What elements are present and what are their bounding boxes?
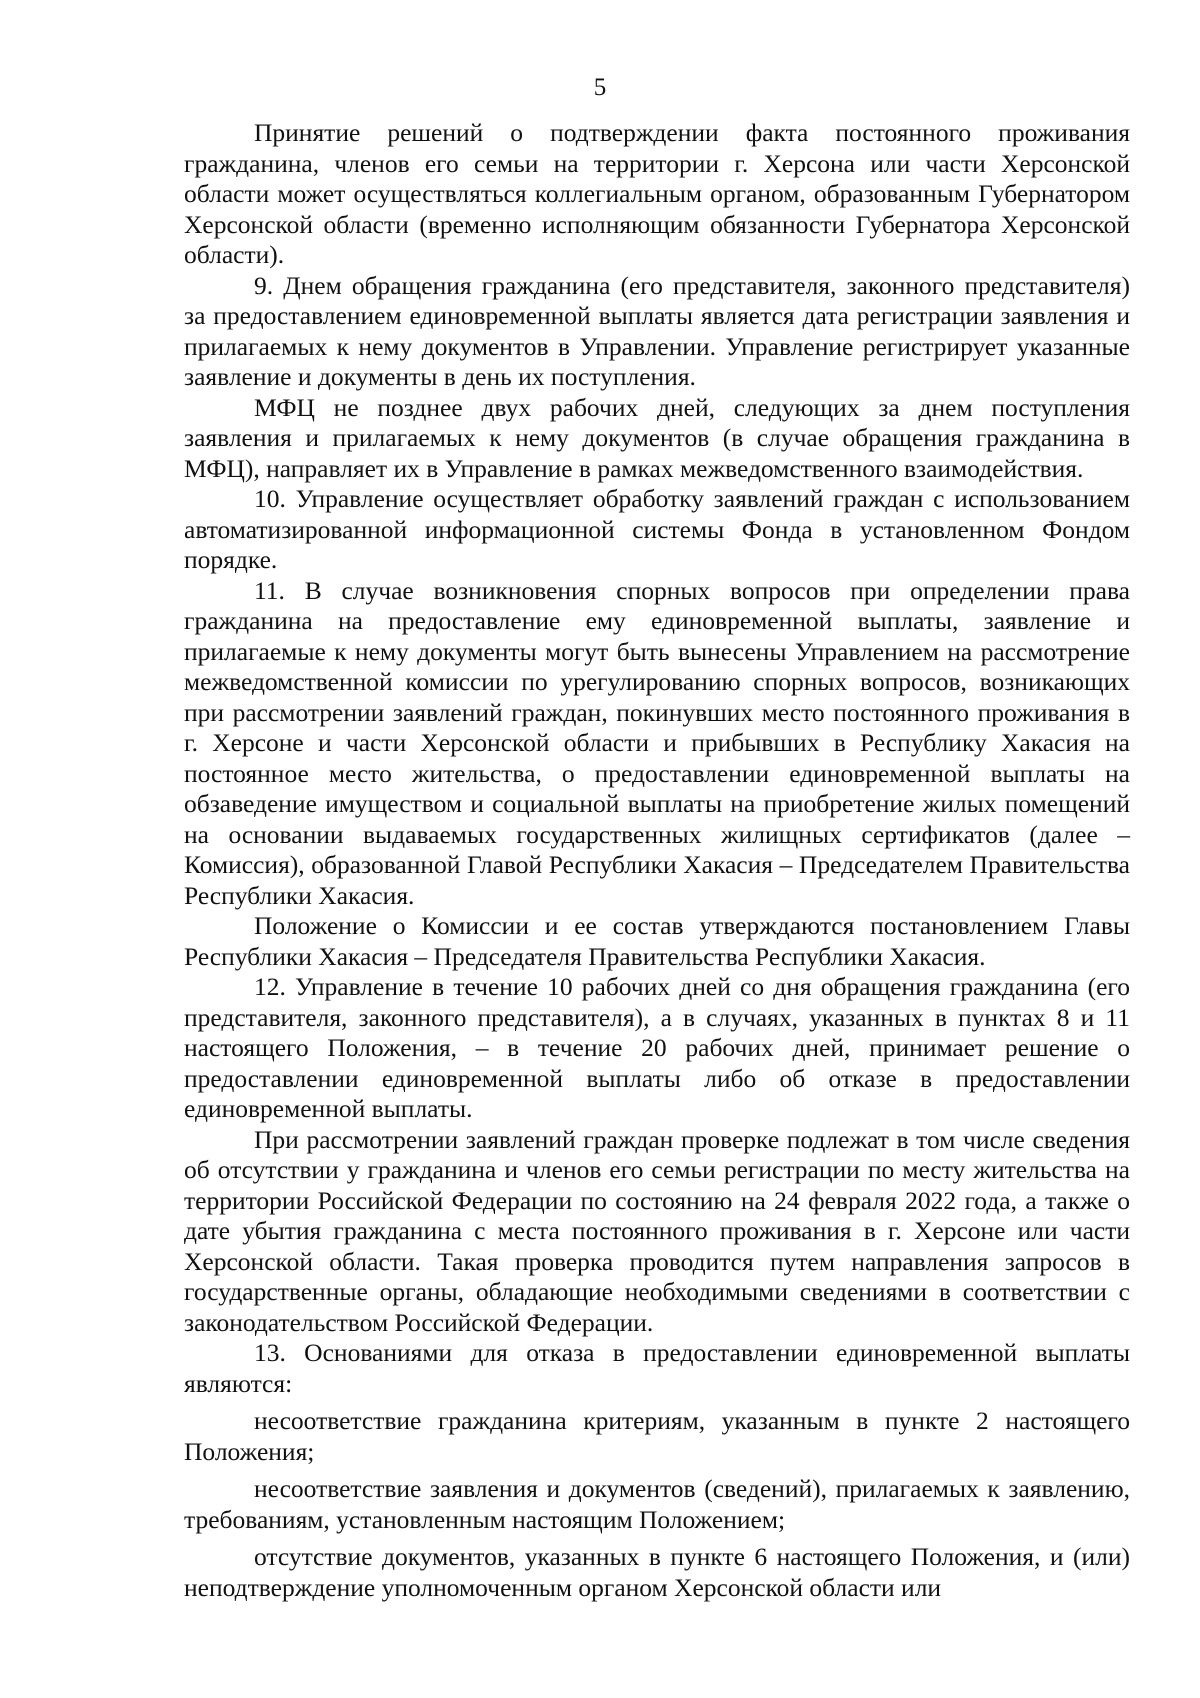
- refusal-ground-requirements: несоответствие заявления и документов (сведений), прилагаемых к заявлению, требованиям, установленным настоящим Положением;: [184, 1474, 1130, 1534]
- paragraph-verification: При рассмотрении заявлений граждан проверке подлежат в том числе сведения об отсутствии у гражданина и членов его семьи регистрации по месту жительства на территории Российской Федерации по состоянию на 24 февраля 2022 года, а также о дате убытия гражданина с места постоянного проживания в г. Херсоне или части Херсонской области. Такая проверка проводится путем направления запросов в государственные органы, обладающие необходимыми сведениями в соответствии с законодательством Российской Федерации.: [184, 1124, 1130, 1337]
- paragraph-13-refusal-grounds: 13. Основаниями для отказа в предоставлении единовременной выплаты являются:: [184, 1338, 1130, 1398]
- refusal-ground-missing-documents: отсутствие документов, указанных в пункте 6 настоящего Положения, и (или) неподтверждение уполномоченным органом Херсонской области или: [184, 1542, 1130, 1602]
- paragraph-mfc-transfer: МФЦ не позднее двух рабочих дней, следующих за днем поступления заявления и прилагаемых к нему документов (в случае обращения гражданина в МФЦ), направляет их в Управление в рамках межведомственного взаимодействия.: [184, 392, 1130, 483]
- refusal-ground-criteria: несоответствие гражданина критериям, указанным в пункте 2 настоящего Положения;: [184, 1406, 1130, 1466]
- paragraph-10-processing: 10. Управление осуществляет обработку заявлений граждан с использованием автоматизированной информационной системы Фонда в установленном Фондом порядке.: [184, 484, 1130, 574]
- paragraph-12-decision-terms: 12. Управление в течение 10 рабочих дней со дня обращения гражданина (его представителя, законного представителя), а в случаях, указанных в пунктах 8 и 11 настоящего Положения, – в течение 20 рабочих дней, принимает решение о предоставлении единовременной выплаты либо об отказе в предоставлении единовременной выплаты.: [184, 972, 1130, 1123]
- document-body: [184, 118, 1130, 1603]
- paragraph-commission-regulation: Положение о Комиссии и ее состав утверждаются постановлением Главы Республики Хакасия – Председателя Правительства Республики Хакасия.: [184, 911, 1130, 971]
- paragraph-11-disputes-commission: 11. В случае возникновения спорных вопросов при определении права гражданина на предоставление ему единовременной выплаты, заявление и прилагаемые к нему документы могут быть вынесены Управлением на рассмотрение межведомственной комиссии по урегулированию спорных вопросов, возникающих при рассмотрении заявлений граждан, покинувших место постоянного проживания в г. Херсоне и части Херсонской области и прибывших в Республику Хакасия на постоянное место жительства, о предоставлении единовременной выплаты на обзаведение имуществом и социальной выплаты на приобретение жилых помещений на основании выдаваемых государственных жилищных сертификатов (далее – Комиссия), образованной Главой Республики Хакасия – Председателем Правительства Республики Хакасия.: [184, 575, 1130, 910]
- paragraph-decision-kherson-residence: Принятие решений о подтверждении факта постоянного проживания гражданина, членов его семьи на территории г. Херсона или части Херсонской области может осуществляться коллегиальным органом, образованным Губернатором Херсонской области (временно исполняющим обязанности Губернатора Херсонской области).: [184, 118, 1130, 269]
- page-number: 5: [593, 74, 607, 101]
- paragraph-9-application-date: 9. Днем обращения гражданина (его представителя, законного представителя) за предоставлением единовременной выплаты является дата регистрации заявления и прилагаемых к нему документов в Управлении. Управление регистрирует указанные заявление и документы в день их поступления.: [184, 270, 1130, 391]
